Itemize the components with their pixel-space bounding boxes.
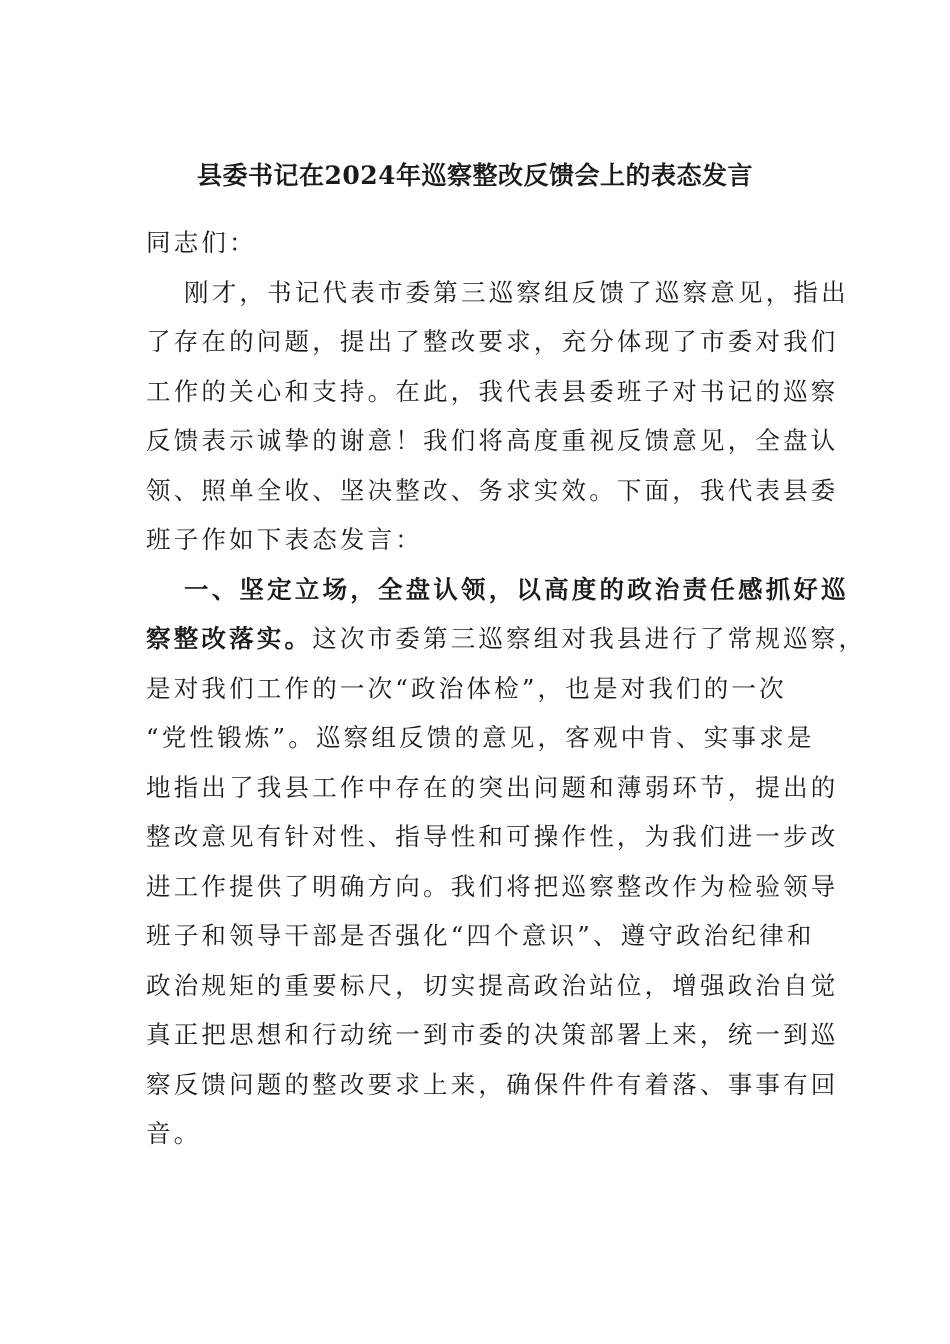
- paragraph-section-one: [146, 565, 867, 1159]
- paragraph-line: 地指出了我县工作中存在的突出问题和薄弱环节，提出的: [146, 772, 839, 802]
- paragraph-line: “党性锻炼”。巡察组反馈的意见，客观中肯、实事求是: [146, 723, 815, 752]
- document-title: 县委书记在2024年巡察整改反馈会上的表态发言: [196, 161, 754, 190]
- paragraph-line: 了存在的问题，提出了整改要求，充分体现了市委对我们: [146, 327, 839, 356]
- paragraph-line: 反馈表示诚挚的谢意！我们将高度重视反馈意见，全盘认: [146, 426, 839, 455]
- paragraph-line: 真正把思想和行动统一到市委的决策部署上来，统一到巡: [146, 1020, 839, 1049]
- paragraph-line: 领、照单全收、坚决整改、务求实效。下面，我代表县委: [146, 475, 839, 505]
- paragraph-line: 班子作如下表态发言：: [146, 525, 423, 554]
- paragraph-line: 刚才，书记代表市委第三巡察组反馈了巡察意见，指出: [184, 277, 849, 307]
- section-text: 这次市委第三巡察组对我县进行了常规巡察，: [312, 624, 867, 653]
- section-heading-end: 察整改落实。: [146, 624, 313, 653]
- document-body: [146, 218, 867, 1159]
- paragraph-line: 工作的关心和支持。在此，我代表县委班子对书记的巡察: [146, 376, 839, 406]
- paragraph-line: 政治规矩的重要标尺，切实提高政治站位，增强政治自觉: [146, 970, 839, 1000]
- paragraph-line: 音。: [146, 1119, 202, 1148]
- salutation: 同志们：: [146, 228, 257, 257]
- paragraph-line: 整改意见有针对性、指导性和可操作性，为我们进一步改: [146, 822, 839, 851]
- paragraph-line: [146, 614, 867, 664]
- paragraph-opening: [146, 268, 849, 565]
- paragraph-line: 察反馈问题的整改要求上来，确保件件有着落、事事有回: [146, 1069, 839, 1099]
- section-heading: 一、坚定立场，全盘认领，以高度的政治责任感抓好巡: [184, 574, 849, 604]
- paragraph-line: 是对我们工作的一次“政治体检”，也是对我们的一次: [146, 673, 787, 703]
- paragraph-line: 进工作提供了明确方向。我们将把巡察整改作为检验领导: [146, 871, 839, 901]
- paragraph-line: 班子和领导干部是否强化“四个意识”、遵守政治纪律和: [146, 921, 815, 950]
